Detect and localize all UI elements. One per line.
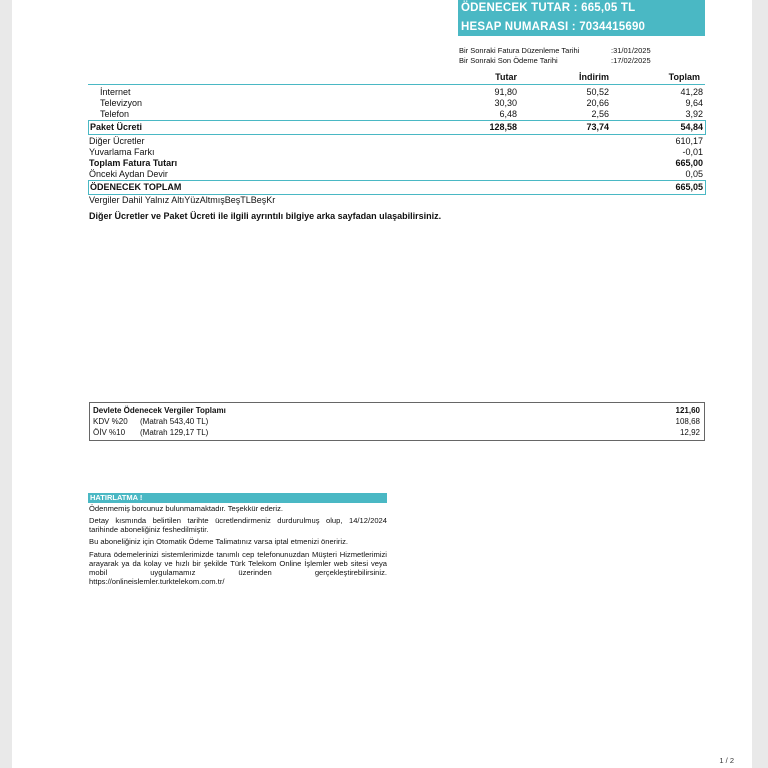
date-value: :31/01/2025	[611, 46, 651, 55]
invoice-total-label: Toplam Fatura Tutarı	[89, 158, 178, 168]
reminder-paragraph: Bu aboneliğiniz için Otomatik Ödeme Talimatınız varsa iptal etmenizi öneririz.	[89, 537, 349, 546]
grand-total-label: ÖDENECEK TOPLAM	[90, 182, 182, 192]
row-toplam: 9,64	[685, 98, 703, 108]
row-indirim: 2,56	[591, 109, 609, 119]
reminder-paragraph: Ödenmemiş borcunuz bulunmamaktadır. Teşekkür ederiz.	[89, 504, 284, 513]
package-total-tutar: 128,58	[489, 122, 517, 132]
tax-title: Devlete Ödenecek Vergiler Toplamı	[93, 406, 226, 415]
page-number: 1 / 2	[719, 756, 734, 765]
account-number: HESAP NUMARASI : 7034415690	[461, 21, 646, 33]
reminder-paragraph: Detay kısmında belirtilen tarihte ücretlendirmeniz durdurulmuş olup, 14/12/2024 tarihinde aboneliğiniz feshedilmiştir.	[89, 516, 387, 534]
rounding-label: Yuvarlama Farkı	[89, 147, 155, 157]
column-header-indirim: İndirim	[578, 72, 609, 82]
due-date-row	[459, 56, 651, 66]
row-toplam: 3,92	[685, 109, 703, 119]
table-top-rule	[88, 84, 705, 85]
invoice-total-value: 665,00	[675, 158, 703, 168]
date-label: Bir Sonraki Son Ödeme Tarihi	[459, 56, 558, 65]
row-name: Telefon	[100, 109, 130, 119]
date-value: :17/02/2025	[611, 56, 651, 65]
reminder-paragraph: Fatura ödemelerinizi sistemlerimizde tanımlı cep telefonunuzdan Müşteri Hizmetlerimizi arayarak ya da kolay ve hızlı bir şekilde Türk Telekom Online İşlemler web sitesi veya mobil uygulamamız üzerinden gerçekleştirebilirsiniz. https://onlineislemler.turktelekom.com.tr/	[89, 550, 387, 586]
grand-total-value: 665,05	[675, 182, 703, 192]
tax-base: (Matrah 543,40 TL)	[140, 417, 209, 426]
amount-due: ÖDENECEK TUTAR : 665,05 TL	[461, 2, 636, 14]
next-invoice-date-row	[459, 46, 651, 56]
rounding-value: -0,01	[682, 147, 703, 157]
column-header-tutar: Tutar	[495, 72, 517, 82]
tax-value: 108,68	[675, 417, 700, 426]
tax-summary-box	[89, 402, 705, 441]
carryover-label: Önceki Aydan Devir	[89, 169, 168, 179]
amount-in-words: Vergiler Dahil Yalnız AltıYüzAltmışBeşTLBeşKr	[89, 195, 276, 205]
tax-name: KDV %20	[93, 417, 128, 426]
package-total-toplam: 54,84	[680, 122, 703, 132]
row-indirim: 50,52	[586, 87, 609, 97]
date-label: Bir Sonraki Fatura Düzenleme Tarihi	[459, 46, 580, 55]
row-tutar: 6,48	[499, 109, 517, 119]
row-indirim: 20,66	[586, 98, 609, 108]
package-total-name: Paket Ücreti	[90, 122, 143, 132]
tax-base: (Matrah 129,17 TL)	[140, 428, 209, 437]
amount-banner	[458, 0, 705, 36]
reminder-title: HATIRLATMA !	[88, 493, 387, 503]
invoice-dates	[459, 46, 651, 66]
other-fees-value: 610,17	[675, 136, 703, 146]
tax-total: 121,60	[675, 406, 700, 415]
tax-name: ÖİV %10	[93, 428, 126, 437]
row-tutar: 30,30	[494, 98, 517, 108]
package-total-box	[88, 120, 706, 135]
column-header-toplam: Toplam	[668, 72, 700, 82]
package-total-indirim: 73,74	[586, 122, 609, 132]
viewer-margin-right	[752, 0, 768, 768]
tax-value: 12,92	[679, 428, 700, 437]
row-toplam: 41,28	[680, 87, 703, 97]
details-note: Diğer Ücretler ve Paket Ücreti ile ilgili ayrıntılı bilgiye arka sayfadan ulaşabilirsiniz.	[89, 211, 442, 221]
row-name: İnternet	[100, 87, 131, 97]
row-tutar: 91,80	[494, 87, 517, 97]
carryover-value: 0,05	[685, 169, 703, 179]
other-fees-label: Diğer Ücretler	[89, 136, 145, 146]
row-name: Televizyon	[100, 98, 143, 108]
viewer-margin-left	[0, 0, 12, 768]
